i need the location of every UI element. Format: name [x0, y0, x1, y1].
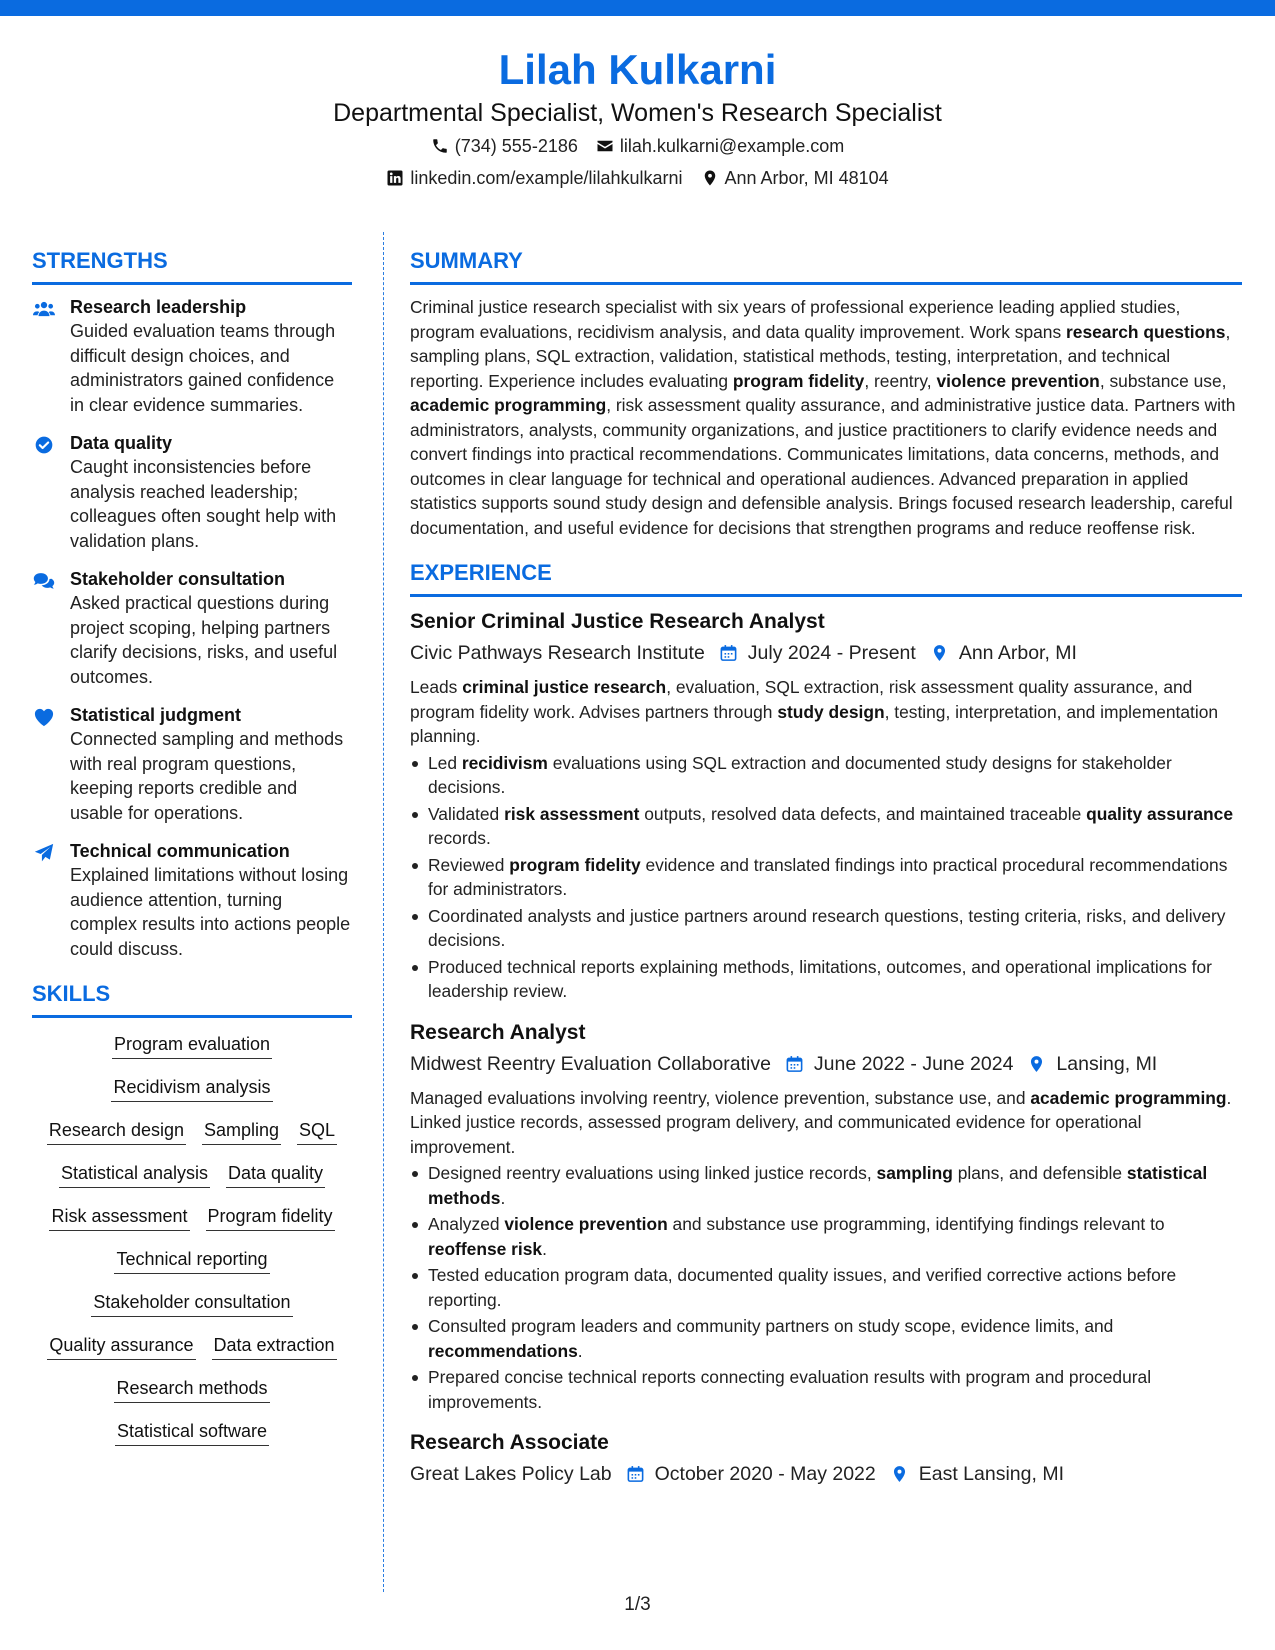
linkedin-contact[interactable]: [386, 162, 682, 194]
users-icon: [32, 295, 56, 417]
experience-heading: EXPERIENCE: [410, 558, 1242, 597]
resume-header: [0, 44, 1275, 194]
skill-tag: Program fidelity: [206, 1204, 335, 1231]
strengths-heading: STRENGTHS: [32, 246, 352, 285]
job-entry: [410, 1428, 1242, 1490]
map-pin-icon: [930, 643, 949, 663]
skill-tag: Technical reporting: [114, 1247, 269, 1274]
strength-title: Stakeholder consultation: [70, 569, 286, 589]
job-location: Ann Arbor, MI: [958, 642, 1077, 664]
heart-icon: [32, 703, 56, 825]
calendar-icon: [626, 1464, 645, 1484]
contact-row-1: [0, 130, 1275, 162]
strength-title: Research leadership: [70, 297, 247, 317]
job-bullet: Analyzed violence prevention and substance use programming, identifying findings relevant to reoffense risk.: [410, 1212, 1242, 1261]
skill-tag: Data quality: [226, 1161, 325, 1188]
phone-icon: [431, 137, 449, 155]
skills-heading: SKILLS: [32, 979, 352, 1018]
strength-title: Data quality: [70, 433, 173, 453]
skill-tag: Program evaluation: [112, 1032, 272, 1059]
skill-row: [32, 1118, 352, 1145]
strength-item: [32, 567, 352, 689]
skill-tag: Quality assurance: [47, 1333, 195, 1360]
job-location: East Lansing, MI: [918, 1463, 1064, 1485]
skill-row: [32, 1075, 352, 1102]
job-entry: [410, 607, 1242, 1004]
page-number: 1/3: [624, 1594, 651, 1615]
job-bullet: Prepared concise technical reports connecting evaluation results with program and procedural improvements.: [410, 1365, 1242, 1414]
job-bullet: Validated risk assessment outputs, resolved data defects, and maintained traceable quality assurance records.: [410, 802, 1242, 851]
job-bullet: Consulted program leaders and community partners on study scope, evidence limits, and recommendations.: [410, 1314, 1242, 1363]
location-contact: [701, 162, 889, 194]
map-pin-icon: [890, 1464, 909, 1484]
skill-tag: SQL: [297, 1118, 337, 1145]
summary-text: Criminal justice research specialist with six years of professional experience leading applied studies, program evaluations, recidivism analysis, and data quality improvement. Work spans research questions, sampling plans, SQL extraction, validation, statistical methods, testing, interpretation, and technical reporting. Experience includes evaluating program fidelity, reentry, violence prevention, substance use, academic programming, risk assessment quality assurance, and administrative justice data. Partners with administrators, analysts, community organizations, and justice practitioners to clarify evidence needs and convert findings into practical recommendations. Communicates limitations, data concerns, methods, and outcomes in clear language for technical and operational audiences. Advanced preparation in applied statistics supports sound study design and defensible analysis. Brings focused research leadership, careful documentation, and useful evidence for decisions that strengthen programs and reduce reoffense risk.: [410, 297, 1236, 538]
email-contact[interactable]: [596, 130, 844, 162]
location-text: Ann Arbor, MI 48104: [724, 168, 889, 188]
skill-tag: Statistical analysis: [59, 1161, 210, 1188]
candidate-name: Lilah Kulkarni: [498, 46, 777, 93]
job-bullets: [410, 1161, 1242, 1414]
job-bullet: Designed reentry evaluations using linked justice records, sampling plans, and defensible statistical methods.: [410, 1161, 1242, 1210]
strength-item: [32, 295, 352, 417]
job-bullet: Produced technical reports explaining methods, limitations, outcomes, and operational implications for leadership review.: [410, 955, 1242, 1004]
skill-row: [32, 1290, 352, 1317]
company-name: Midwest Reentry Evaluation Collaborative: [410, 1052, 771, 1075]
skill-row: [32, 1161, 352, 1188]
skill-tag: Risk assessment: [49, 1204, 189, 1231]
company-name: Civic Pathways Research Institute: [410, 642, 705, 664]
skill-tag: Research methods: [114, 1376, 269, 1403]
strength-desc: Connected sampling and methods with real program questions, keeping reports credible and usable for operations.: [70, 729, 344, 823]
job-description: Managed evaluations involving reentry, violence prevention, substance use, and academic programming. Linked justice records, assessed program delivery, and communicated evidence for operational improvement.: [410, 1087, 1232, 1157]
job-entry: [410, 1018, 1242, 1415]
skill-row: [32, 1376, 352, 1403]
job-bullet: Led recidivism evaluations using SQL extraction and documented study designs for stakeholder decisions.: [410, 751, 1242, 800]
check-circle-icon: [32, 431, 56, 553]
paper-plane-icon: [32, 839, 56, 961]
skill-row: [32, 1204, 352, 1231]
strength-desc: Explained limitations without losing audience attention, turning complex results into actions people could discuss.: [70, 865, 351, 959]
linkedin-text: linkedin.com/example/lilahkulkarni: [410, 168, 683, 188]
job-dates: October 2020 - May 2022: [654, 1463, 876, 1485]
calendar-icon: [785, 1054, 804, 1074]
strength-desc: Caught inconsistencies before analysis reached leadership; colleagues often sought help with validation plans.: [70, 457, 337, 551]
strength-title: Technical communication: [70, 841, 290, 861]
strength-title: Statistical judgment: [70, 705, 242, 725]
candidate-title: Departmental Specialist, Women's Research Specialist: [333, 99, 942, 127]
top-accent-bar: [0, 0, 1275, 16]
summary-heading: SUMMARY: [410, 246, 1242, 285]
job-meta: [410, 1458, 1242, 1490]
skill-tag: Recidivism analysis: [111, 1075, 272, 1102]
skill-tag: Statistical software: [115, 1419, 269, 1446]
skill-tag: Research design: [47, 1118, 186, 1145]
right-column: [410, 246, 1242, 1504]
map-pin-icon: [1027, 1054, 1046, 1074]
job-description: Leads criminal justice research, evaluation, SQL extraction, risk assessment quality assurance, and program fidelity work. Advises partners through study design, testing, interpretation, and implementation planning.: [410, 677, 1219, 746]
job-dates: June 2022 - June 2024: [813, 1052, 1014, 1075]
job-dates: July 2024 - Present: [747, 642, 916, 664]
job-bullet: Tested education program data, documented quality issues, and verified corrective actions before reporting.: [410, 1263, 1242, 1312]
strength-desc: Asked practical questions during project scoping, helping partners clarify decisions, risks, and useful outcomes.: [70, 593, 338, 687]
strength-item: [32, 431, 352, 553]
skills-section: [32, 979, 352, 1446]
calendar-icon: [719, 643, 738, 663]
skill-tag: Data extraction: [212, 1333, 337, 1360]
skill-row: [32, 1247, 352, 1274]
job-title: Research Analyst: [410, 1020, 586, 1044]
email-text: lilah.kulkarni@example.com: [619, 136, 845, 156]
strength-desc: Guided evaluation teams through difficult design choices, and administrators gained confidence in clear evidence summaries.: [70, 321, 336, 415]
skill-tag: Sampling: [202, 1118, 281, 1145]
skill-row: [32, 1032, 352, 1059]
skill-row: [32, 1333, 352, 1360]
comments-icon: [32, 567, 56, 689]
company-name: Great Lakes Policy Lab: [410, 1463, 612, 1485]
phone-contact[interactable]: [431, 130, 578, 162]
job-bullet: Reviewed program fidelity evidence and translated findings into practical procedural recommendations for administrators.: [410, 853, 1242, 902]
left-column: [32, 246, 352, 1462]
envelope-icon: [596, 137, 614, 155]
job-meta: [410, 637, 1242, 669]
linkedin-icon: [386, 169, 404, 187]
skill-row: [32, 1419, 352, 1446]
job-bullet: Coordinated analysts and justice partners around research questions, testing criteria, risks, and delivery decisions.: [410, 904, 1242, 953]
job-location: Lansing, MI: [1056, 1052, 1158, 1075]
strength-item: [32, 703, 352, 825]
job-bullets: [410, 751, 1242, 1004]
column-divider: [383, 232, 384, 1592]
job-title: Research Associate: [410, 1431, 609, 1454]
job-meta: [410, 1048, 1242, 1080]
strength-item: [32, 839, 352, 961]
contact-row-2: [0, 162, 1275, 194]
skill-tag: Stakeholder consultation: [91, 1290, 292, 1317]
job-title: Senior Criminal Justice Research Analyst: [410, 610, 825, 633]
phone-text: (734) 555-2186: [454, 136, 578, 156]
map-pin-icon: [701, 169, 719, 187]
